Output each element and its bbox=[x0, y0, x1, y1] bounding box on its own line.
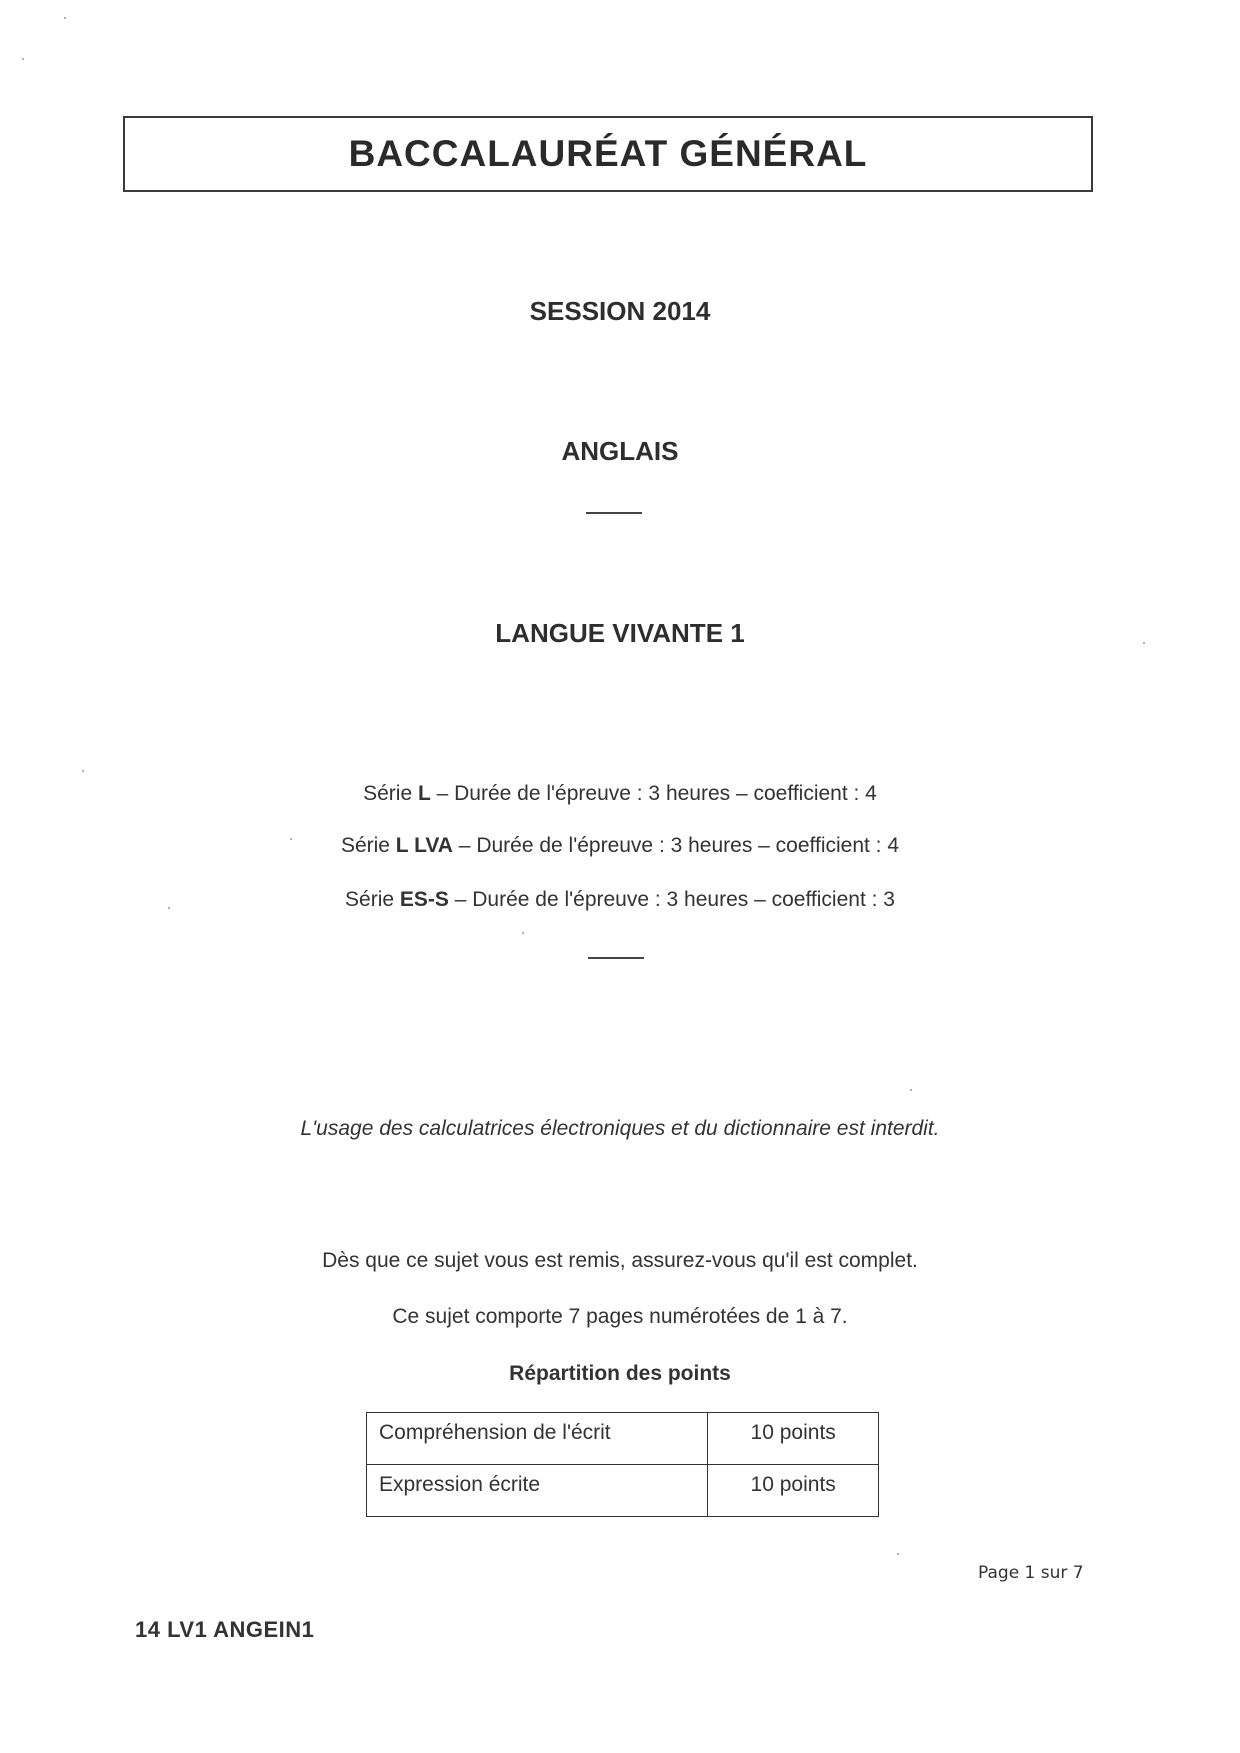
divider-2 bbox=[588, 957, 644, 959]
divider-1 bbox=[586, 512, 642, 514]
points-label: Compréhension de l'écrit bbox=[367, 1413, 708, 1465]
title-box bbox=[123, 116, 1093, 192]
serie-prefix: Série bbox=[345, 888, 400, 911]
scan-speck bbox=[522, 932, 524, 934]
points-value: 10 points bbox=[708, 1413, 879, 1465]
subject-heading: ANGLAIS bbox=[561, 436, 679, 466]
page-number: Page 1 sur 7 bbox=[978, 1563, 1084, 1583]
points-label: Expression écrite bbox=[367, 1465, 708, 1517]
session-heading: SESSION 2014 bbox=[529, 296, 711, 326]
serie-prefix: Série bbox=[363, 782, 418, 805]
exam-title: BACCALAURÉAT GÉNÉRAL bbox=[348, 133, 868, 174]
language-heading: LANGUE VIVANTE 1 bbox=[495, 618, 745, 648]
points-title: Répartition des points bbox=[509, 1362, 731, 1385]
serie-line-3 bbox=[0, 888, 1240, 912]
scan-speck bbox=[910, 1089, 912, 1091]
serie-details: – Durée de l'épreuve : 3 heures – coefficient : 4 bbox=[452, 834, 900, 857]
serie-name: ES-S bbox=[399, 888, 449, 911]
scan-speck bbox=[168, 907, 170, 909]
points-table bbox=[366, 1412, 879, 1517]
scan-speck bbox=[64, 17, 66, 19]
subject-code: 14 LV1 ANGEIN1 bbox=[135, 1617, 315, 1642]
serie-details: – Durée de l'épreuve : 3 heures – coefficient : 4 bbox=[430, 782, 877, 805]
serie-details: – Durée de l'épreuve : 3 heures – coefficient : 3 bbox=[448, 888, 895, 911]
points-value: 10 points bbox=[708, 1465, 879, 1517]
serie-line-1 bbox=[0, 782, 1240, 806]
calculator-notice: L'usage des calculatrices électroniques et du dictionnaire est interdit. bbox=[300, 1117, 940, 1140]
serie-name: L bbox=[417, 782, 431, 805]
serie-prefix: Série bbox=[340, 834, 396, 857]
serie-name: L LVA bbox=[395, 834, 453, 857]
scan-speck bbox=[1143, 642, 1145, 644]
table-row bbox=[367, 1413, 879, 1465]
scan-speck bbox=[290, 838, 292, 840]
instruction-line-1: Dès que ce sujet vous est remis, assurez-vous qu'il est complet. bbox=[322, 1249, 918, 1272]
scan-speck bbox=[897, 1553, 899, 1555]
table-row bbox=[367, 1465, 879, 1517]
instruction-line-2: Ce sujet comporte 7 pages numérotées de 1 à 7. bbox=[392, 1305, 848, 1328]
scan-speck bbox=[82, 770, 84, 772]
serie-line-2 bbox=[0, 834, 1240, 858]
scan-speck bbox=[22, 58, 24, 60]
